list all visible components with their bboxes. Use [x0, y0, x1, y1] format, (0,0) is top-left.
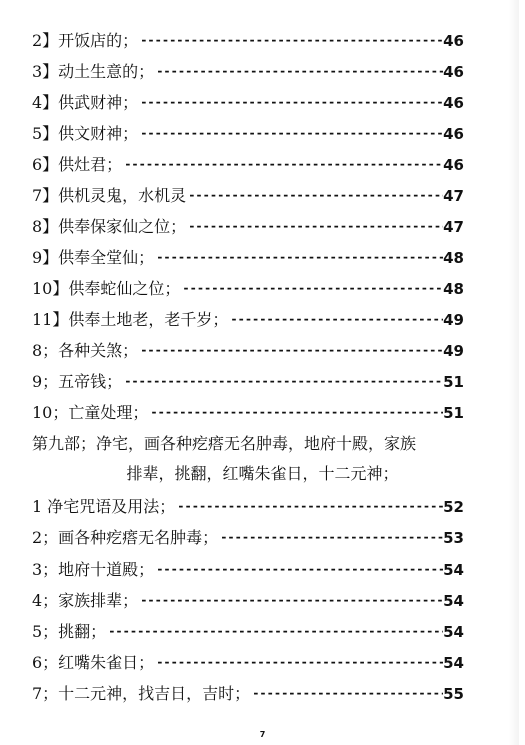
toc-entry-page: 52: [443, 498, 464, 516]
toc-entry-page: 54: [443, 654, 464, 672]
toc-entry-page: 49: [443, 311, 464, 329]
toc-entry: [32, 310, 464, 331]
toc-entry: [32, 155, 464, 176]
toc-leader-dots: [188, 216, 443, 236]
toc-entry: [32, 31, 464, 52]
toc-entry: [32, 622, 464, 643]
toc-entry-label: 10】供奉蛇仙之位；: [32, 279, 181, 298]
toc-entry-label: 7】供机灵鬼，水机灵: [32, 186, 187, 205]
toc-entry-label: 11】供奉土地老，老千岁；: [32, 310, 229, 329]
toc-entry-page: 49: [443, 342, 464, 360]
toc-entry-label: 2；画各种疙瘩无名肿毒；: [32, 528, 219, 547]
toc-entry-page: 46: [443, 94, 464, 112]
toc-entry-label: 8】供奉保家仙之位；: [32, 217, 187, 236]
toc-entry: [32, 186, 464, 207]
toc-entry-page: 54: [443, 592, 464, 610]
toc-entry-label: 2】开饭店的；: [32, 31, 139, 50]
toc-entry: [32, 217, 464, 238]
toc-entry-page: 46: [443, 63, 464, 81]
toc-leader-dots: [252, 683, 443, 703]
toc-entry: [32, 403, 464, 424]
toc-leader-dots: [108, 621, 443, 641]
scan-edge-shadow: [509, 0, 519, 745]
toc-entry: [32, 248, 464, 269]
toc-entry-page: 51: [443, 404, 464, 422]
toc-entry-page: 46: [443, 32, 464, 50]
toc-entry: [32, 62, 464, 83]
toc-entry: [32, 497, 464, 518]
toc-entry: [32, 591, 464, 612]
page-number: 7: [259, 730, 266, 739]
toc-entry-page: 54: [443, 623, 464, 641]
toc-entry-label: 3】动土生意的；: [32, 62, 155, 81]
toc-leader-dots: [124, 154, 443, 174]
toc-entry-label: 3；地府十道殿；: [32, 560, 155, 579]
toc-entry: [32, 560, 464, 581]
toc-leader-dots: [140, 340, 443, 360]
toc-entry-page: 51: [443, 373, 464, 391]
toc-entry: [32, 124, 464, 145]
section-heading-continuation: 排辈，挑翻，红嘴朱雀日，十二元神；: [126, 464, 399, 483]
toc-entry-page: 54: [443, 561, 464, 579]
toc-entry-label: 10；亡童处理；: [32, 403, 149, 422]
toc-entry-label: 4】供武财神；: [32, 93, 139, 112]
toc-leader-dots: [124, 371, 443, 391]
section-heading: 第九部；净宅，画各种疙瘩无名肿毒，地府十殿，家族: [32, 434, 417, 453]
toc-entry-label: 5】供文财神；: [32, 124, 139, 143]
toc-leader-dots: [140, 590, 443, 610]
toc-entry-label: 1 净宅咒语及用法；: [32, 497, 176, 516]
toc-entry: [32, 528, 464, 549]
toc-leader-dots: [182, 278, 443, 298]
toc-leader-dots: [220, 527, 443, 547]
toc-leader-dots: [156, 559, 443, 579]
toc-leader-dots: [188, 185, 443, 205]
toc-leader-dots: [150, 402, 443, 422]
toc-entry-page: 47: [443, 218, 464, 236]
toc-leader-dots: [140, 123, 443, 143]
toc-entry: [32, 341, 464, 362]
toc-entry-page: 46: [443, 125, 464, 143]
toc-entry: [32, 93, 464, 114]
toc-entry-label: 9】供奉全堂仙；: [32, 248, 155, 267]
toc-entry-label: 4；家族排辈；: [32, 591, 139, 610]
toc-entry: [32, 653, 464, 674]
toc-leader-dots: [140, 30, 443, 50]
toc-entry-label: 6】供灶君；: [32, 155, 123, 174]
toc-leader-dots: [156, 247, 443, 267]
toc-leader-dots: [177, 496, 443, 516]
toc-entry-label: 9；五帝钱；: [32, 372, 123, 391]
toc-entry-page: 53: [443, 529, 464, 547]
toc-entry-label: 8；各种关煞；: [32, 341, 139, 360]
toc-entry: [32, 372, 464, 393]
toc-leader-dots: [230, 309, 443, 329]
toc-entry-page: 46: [443, 156, 464, 174]
toc-entry-page: 48: [443, 280, 464, 298]
toc-entry-label: 6；红嘴朱雀日；: [32, 653, 155, 672]
toc-leader-dots: [140, 92, 443, 112]
toc-entry: [32, 684, 464, 705]
toc-entry-page: 47: [443, 187, 464, 205]
toc-leader-dots: [156, 652, 443, 672]
toc-leader-dots: [156, 61, 443, 81]
toc-entry: [32, 279, 464, 300]
toc-entry-page: 55: [443, 685, 464, 703]
toc-entry-label: 5；挑翻；: [32, 622, 107, 641]
toc-entry-page: 48: [443, 249, 464, 267]
toc-entry-label: 7；十二元神，找吉日，吉时；: [32, 684, 251, 703]
